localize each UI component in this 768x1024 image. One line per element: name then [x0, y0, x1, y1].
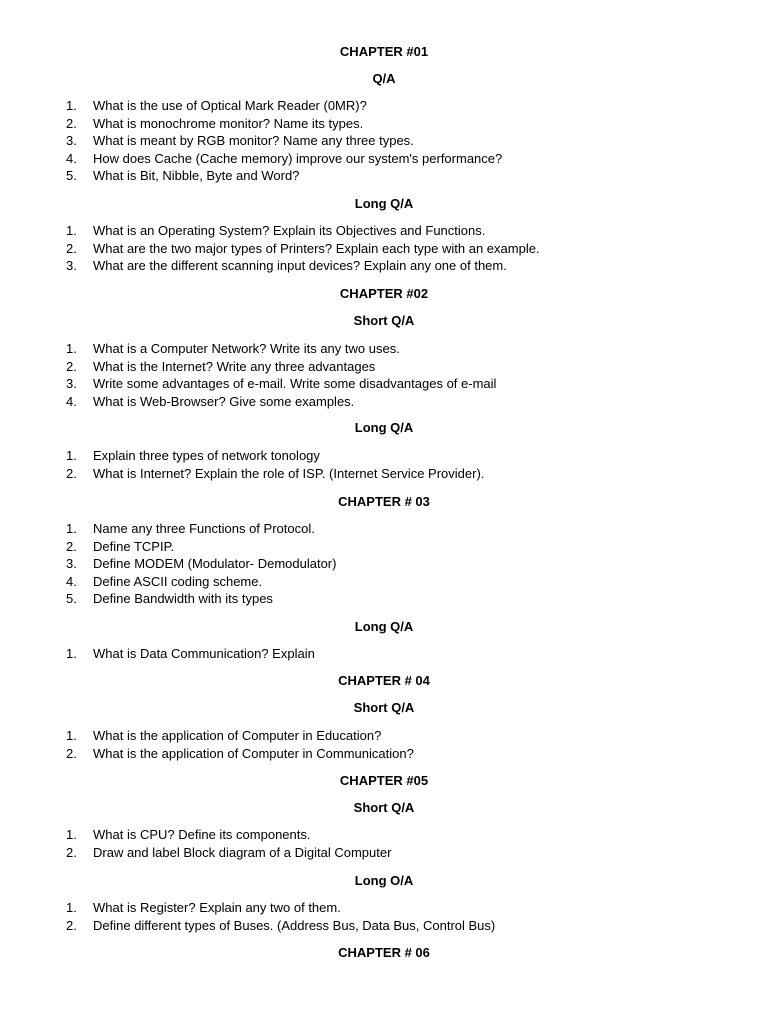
chapter-heading: CHAPTER # 04 — [338, 673, 430, 688]
list-item: 5. What is Bit, Nibble, Byte and Word? — [66, 168, 300, 184]
question-list — [66, 222, 540, 275]
list-item: 3. What are the different scanning input devices? Explain any one of them. — [66, 258, 507, 274]
section-heading: Q/A — [372, 71, 396, 86]
question-list — [66, 340, 496, 410]
question-list — [66, 727, 414, 762]
list-item: 1. Explain three types of network tonology — [66, 448, 320, 463]
question-list — [66, 645, 315, 663]
list-item: 4. What is Web-Browser? Give some examples. — [66, 393, 355, 409]
list-item: 1. What is the application of Computer in Education? — [66, 728, 382, 743]
chapter-heading: CHAPTER #05 — [339, 773, 429, 788]
list-item: 1. What is an Operating System? Explain its Objectives and Functions. — [66, 223, 486, 238]
list-item: 2. Define TCPIP. — [66, 538, 175, 554]
list-item: 1. What is CPU? Define its components. — [66, 827, 311, 842]
section-heading: Long O/A — [354, 873, 414, 888]
list-item: 2. What is Internet? Explain the role of ISP. (Internet Service Provider). — [66, 465, 485, 481]
list-item: 3. Write some advantages of e-mail. Write some disadvantages of e-mail — [66, 376, 497, 392]
section-heading: Short Q/A — [353, 800, 415, 815]
list-item: 1. What is the use of Optical Mark Reader (0MR)? — [66, 98, 367, 113]
question-list — [66, 826, 391, 861]
section-heading: Long Q/A — [354, 619, 414, 634]
list-item: 1. What is Register? Explain any two of them. — [66, 900, 341, 915]
list-item: 2. Draw and label Block diagram of a Digital Computer — [66, 844, 392, 860]
list-item: 2. What is the Internet? Write any three advantages — [66, 358, 376, 374]
list-item: 2. Define different types of Buses. (Address Bus, Data Bus, Control Bus) — [66, 917, 496, 933]
list-item: 2. What is monochrome monitor? Name its types. — [66, 115, 364, 131]
chapter-heading: CHAPTER #02 — [339, 286, 429, 301]
section-heading: Long Q/A — [354, 420, 414, 435]
question-list — [66, 520, 336, 608]
section-heading: Long Q/A — [354, 196, 414, 211]
list-item: 4. How does Cache (Cache memory) improve our system's performance? — [66, 150, 503, 166]
chapter-heading: CHAPTER #01 — [339, 44, 429, 59]
list-item: 2. What is the application of Computer in Communication? — [66, 745, 414, 761]
chapter-heading: CHAPTER # 03 — [338, 494, 430, 509]
list-item: 4. Define ASCII coding scheme. — [66, 573, 263, 589]
list-item: 3. Define MODEM (Modulator- Demodulator) — [66, 556, 337, 572]
list-item: 1. What is Data Communication? Explain — [66, 646, 315, 661]
question-list — [66, 899, 495, 934]
question-list — [66, 97, 502, 185]
list-item: 2. What are the two major types of Printers? Explain each type with an example. — [66, 240, 540, 256]
section-heading: Short Q/A — [353, 700, 415, 715]
list-item: 1. Name any three Functions of Protocol. — [66, 521, 315, 536]
chapter-heading: CHAPTER # 06 — [338, 945, 430, 960]
question-list — [66, 447, 484, 482]
section-heading: Short Q/A — [353, 313, 415, 328]
list-item: 1. What is a Computer Network? Write its any two uses. — [66, 341, 400, 356]
list-item: 5. Define Bandwidth with its types — [66, 591, 273, 607]
list-item: 3. What is meant by RGB monitor? Name any three types. — [66, 133, 414, 149]
